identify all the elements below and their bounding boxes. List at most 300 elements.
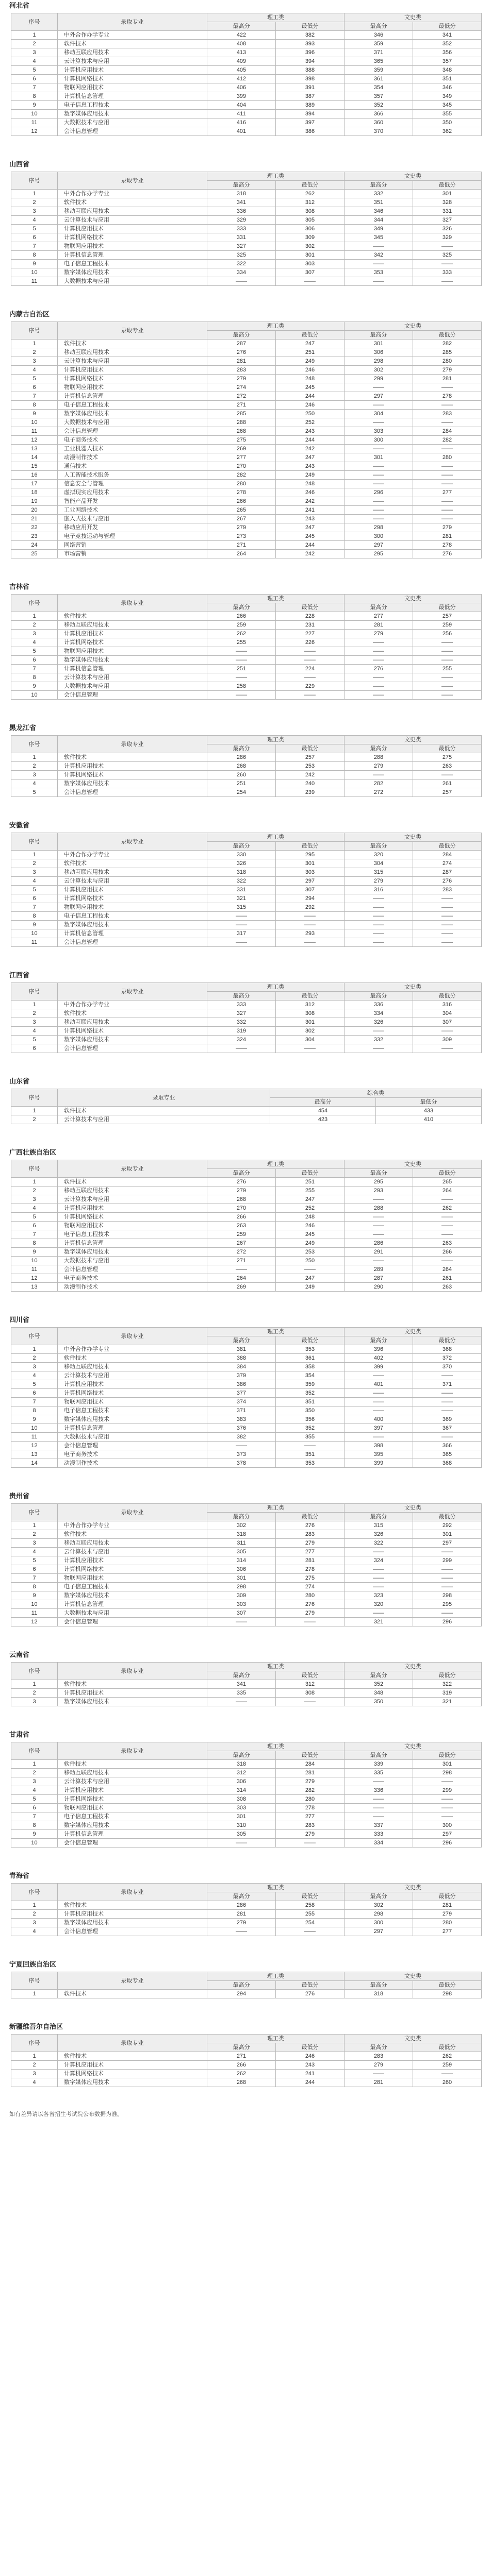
major-name: 电子信息工程技术 <box>58 1230 207 1239</box>
score-cell: 231 <box>276 621 345 630</box>
score-cell: 253 <box>276 1248 345 1257</box>
score-cell: 252 <box>276 418 345 427</box>
score-cell: 265 <box>413 1178 482 1187</box>
score-cell: 248 <box>276 480 345 488</box>
score-table <box>11 982 482 1053</box>
province-section <box>0 1147 492 1292</box>
score-cell: —— <box>413 1565 482 1574</box>
score-cell: 285 <box>413 348 482 357</box>
major-name: 云计算技术与应用 <box>58 877 207 886</box>
score-cell: 245 <box>276 1230 345 1239</box>
row-number: 3 <box>11 1777 58 1786</box>
row-number: 10 <box>11 1839 58 1848</box>
header-row <box>11 172 482 181</box>
header-row <box>11 1972 482 1981</box>
major-name: 移动互联应用技术 <box>58 1769 207 1777</box>
table-row <box>11 1257 482 1265</box>
score-cell: 283 <box>345 2052 413 2061</box>
score-cell: 255 <box>413 665 482 673</box>
major-name: 计算机应用技术 <box>58 630 207 638</box>
score-cell: —— <box>413 1574 482 1583</box>
row-number: 2 <box>11 1530 58 1539</box>
major-name: 中外合作办学专业 <box>58 1345 207 1354</box>
header-major: 录取专业 <box>58 1884 207 1901</box>
score-cell: —— <box>207 656 276 665</box>
header-major: 录取专业 <box>58 1972 207 1990</box>
row-number: 12 <box>11 1274 58 1283</box>
score-table <box>11 1160 482 1292</box>
table-row <box>11 357 482 366</box>
row-number: 9 <box>11 1415 58 1424</box>
score-cell: 311 <box>207 1539 276 1548</box>
row-number: 10 <box>11 1257 58 1265</box>
table-row <box>11 877 482 886</box>
score-cell: 411 <box>207 110 276 118</box>
score-cell: 288 <box>345 1204 413 1213</box>
row-number: 3 <box>11 48 58 57</box>
row-number: 1 <box>11 1760 58 1769</box>
row-number: 3 <box>11 1363 58 1371</box>
score-cell: 277 <box>276 1548 345 1556</box>
major-name: 大数据技术与应用 <box>58 1257 207 1265</box>
row-number: 2 <box>11 1689 58 1698</box>
score-cell: 334 <box>345 1009 413 1018</box>
major-name: 数字媒体应用技术 <box>58 1415 207 1424</box>
major-name: 人工智能技术服务 <box>58 471 207 480</box>
score-cell: 287 <box>413 868 482 877</box>
major-name: 计算机信息管理 <box>58 929 207 938</box>
score-cell: 350 <box>345 1698 413 1706</box>
score-cell: 249 <box>276 1283 345 1292</box>
score-cell: 318 <box>207 868 276 877</box>
table-row <box>11 1230 482 1239</box>
table-row <box>11 268 482 277</box>
score-cell: 371 <box>207 1406 276 1415</box>
major-name: 中外合作办学专业 <box>58 31 207 40</box>
score-cell: —— <box>413 242 482 251</box>
table-row <box>11 1213 482 1222</box>
table-row <box>11 665 482 673</box>
header-max: 最高分 <box>207 1513 276 1521</box>
major-name: 中外合作办学专业 <box>58 1521 207 1530</box>
header-max: 最高分 <box>345 744 413 753</box>
score-cell: 281 <box>276 1769 345 1777</box>
score-cell: 273 <box>207 532 276 541</box>
score-cell: 300 <box>345 1919 413 1927</box>
header-no: 序号 <box>11 1089 58 1107</box>
score-cell: —— <box>207 647 276 656</box>
province-title: 山西省 <box>9 160 30 168</box>
province-section <box>0 1649 492 1706</box>
score-cell: 267 <box>207 1239 276 1248</box>
major-name: 云计算技术与应用 <box>58 1371 207 1380</box>
row-number: 11 <box>11 118 58 127</box>
header-no: 序号 <box>11 595 58 612</box>
score-cell: 278 <box>413 541 482 550</box>
score-cell: 257 <box>413 788 482 797</box>
score-cell: 284 <box>413 427 482 436</box>
score-cell: 259 <box>413 2061 482 2070</box>
table-row <box>11 541 482 550</box>
row-number: 13 <box>11 445 58 453</box>
score-cell: 266 <box>413 1248 482 1257</box>
row-number: 3 <box>11 1539 58 1548</box>
score-cell: —— <box>276 938 345 947</box>
score-cell: 333 <box>207 1001 276 1009</box>
major-name: 计算机信息管理 <box>58 1239 207 1248</box>
header-no: 序号 <box>11 1160 58 1178</box>
score-cell: 229 <box>276 682 345 691</box>
row-number: 12 <box>11 127 58 136</box>
score-cell: 281 <box>413 375 482 383</box>
major-name: 计算机应用技术 <box>58 1204 207 1213</box>
score-cell: —— <box>345 1812 413 1821</box>
score-cell: 413 <box>207 48 276 57</box>
table-row <box>11 366 482 375</box>
score-cell: 304 <box>276 1036 345 1044</box>
table-row <box>11 127 482 136</box>
score-cell: 341 <box>413 31 482 40</box>
table-row <box>11 532 482 541</box>
score-cell: —— <box>413 401 482 410</box>
province-title: 内蒙古自治区 <box>9 310 50 318</box>
score-cell: 227 <box>276 630 345 638</box>
score-cell: 297 <box>345 1927 413 1936</box>
table-row <box>11 762 482 771</box>
header-major: 录取专业 <box>58 322 207 340</box>
score-cell: 279 <box>413 1910 482 1919</box>
table-row <box>11 1591 482 1600</box>
score-cell: 275 <box>413 753 482 762</box>
table-row <box>11 1795 482 1804</box>
score-cell: 298 <box>413 1990 482 1998</box>
score-cell: 399 <box>345 1459 413 1468</box>
score-cell: 244 <box>276 541 345 550</box>
table-row <box>11 868 482 877</box>
table-row <box>11 375 482 383</box>
score-cell: 327 <box>207 1009 276 1018</box>
major-name: 软件技术 <box>58 1760 207 1769</box>
major-name: 软件技术 <box>58 198 207 207</box>
row-number: 8 <box>11 92 58 101</box>
score-cell: 249 <box>276 357 345 366</box>
table-row <box>11 523 482 532</box>
score-cell: 279 <box>345 762 413 771</box>
province-section <box>0 970 492 1053</box>
major-name: 计算机网络技术 <box>58 638 207 647</box>
row-number: 24 <box>11 541 58 550</box>
major-name: 数字媒体应用技术 <box>58 779 207 788</box>
score-cell: 249 <box>276 1239 345 1248</box>
major-name: 计算机网络技术 <box>58 375 207 383</box>
major-name: 数字媒体应用技术 <box>58 1248 207 1257</box>
header-major: 录取专业 <box>58 1160 207 1178</box>
score-cell: 349 <box>345 225 413 233</box>
score-cell: 301 <box>413 1760 482 1769</box>
score-cell: 282 <box>276 1786 345 1795</box>
score-cell: —— <box>413 1027 482 1036</box>
major-name: 计算机信息管理 <box>58 1830 207 1839</box>
score-cell: 283 <box>276 1530 345 1539</box>
major-name: 电子信息工程技术 <box>58 260 207 268</box>
score-cell: 269 <box>207 1283 276 1292</box>
score-cell: 326 <box>345 1018 413 1027</box>
score-cell: —— <box>345 1230 413 1239</box>
score-table <box>11 13 482 136</box>
score-cell: 245 <box>276 532 345 541</box>
score-cell: —— <box>413 506 482 515</box>
major-name: 会计信息管理 <box>58 1044 207 1053</box>
major-name: 移动互联应用技术 <box>58 1187 207 1195</box>
header-max: 最高分 <box>345 331 413 340</box>
header-no: 序号 <box>11 1884 58 1901</box>
score-cell: 287 <box>345 1274 413 1283</box>
row-number: 3 <box>11 868 58 877</box>
score-cell: 397 <box>345 1424 413 1433</box>
score-cell: —— <box>413 929 482 938</box>
score-cell: 386 <box>276 127 345 136</box>
row-number: 1 <box>11 1345 58 1354</box>
table-row <box>11 921 482 929</box>
score-cell: 306 <box>207 1565 276 1574</box>
score-cell: 352 <box>413 40 482 48</box>
row-number: 5 <box>11 647 58 656</box>
score-cell: 406 <box>207 83 276 92</box>
score-cell: 247 <box>276 523 345 532</box>
header-min: 最低分 <box>413 1336 482 1345</box>
score-cell: 286 <box>207 1901 276 1910</box>
header-major: 录取专业 <box>58 833 207 851</box>
score-cell: 288 <box>345 753 413 762</box>
header-arts: 文史类 <box>345 1663 482 1671</box>
score-cell: 263 <box>413 762 482 771</box>
province-title: 宁夏回族自治区 <box>9 1960 57 1968</box>
row-number: 14 <box>11 453 58 462</box>
score-cell: 336 <box>207 207 276 216</box>
score-cell: 301 <box>207 1812 276 1821</box>
table-row <box>11 1574 482 1583</box>
table-row <box>11 894 482 903</box>
score-cell: 352 <box>276 1424 345 1433</box>
table-row <box>11 1001 482 1009</box>
table-row <box>11 1990 482 1998</box>
score-cell: 279 <box>207 375 276 383</box>
score-cell: 351 <box>413 75 482 83</box>
header-no: 序号 <box>11 1663 58 1680</box>
province-section <box>0 1870 492 1936</box>
score-cell: 359 <box>345 66 413 75</box>
header-science: 理工类 <box>207 1504 345 1513</box>
score-cell: 333 <box>345 1830 413 1839</box>
row-number: 25 <box>11 550 58 558</box>
table-row <box>11 691 482 700</box>
score-cell: —— <box>276 1044 345 1053</box>
table-row <box>11 1354 482 1363</box>
table-row <box>11 1530 482 1539</box>
header-science: 理工类 <box>207 13 345 22</box>
table-row <box>11 453 482 462</box>
row-number: 6 <box>11 1044 58 1053</box>
table-row <box>11 480 482 488</box>
row-number: 2 <box>11 1769 58 1777</box>
header-science: 理工类 <box>207 595 345 603</box>
header-row <box>11 983 482 992</box>
score-cell: 266 <box>207 612 276 621</box>
row-number: 2 <box>11 1354 58 1363</box>
header-min: 最低分 <box>413 1981 482 1990</box>
row-number: 7 <box>11 665 58 673</box>
major-name: 数字媒体应用技术 <box>58 268 207 277</box>
score-cell: 262 <box>413 1204 482 1213</box>
table-row <box>11 1521 482 1530</box>
table-row <box>11 938 482 947</box>
score-cell: 247 <box>276 1274 345 1283</box>
table-row <box>11 1583 482 1591</box>
header-science: 理工类 <box>207 736 345 744</box>
header-arts: 文史类 <box>345 2035 482 2043</box>
score-cell: 297 <box>413 1830 482 1839</box>
score-cell: 318 <box>207 1530 276 1539</box>
header-max: 最高分 <box>207 1751 276 1760</box>
score-cell: —— <box>345 480 413 488</box>
score-cell: —— <box>276 656 345 665</box>
table-row <box>11 753 482 762</box>
score-cell: 321 <box>413 1698 482 1706</box>
score-cell: 278 <box>276 1565 345 1574</box>
row-number: 10 <box>11 691 58 700</box>
table-row <box>11 1027 482 1036</box>
row-number: 9 <box>11 101 58 110</box>
row-number: 7 <box>11 392 58 401</box>
major-name: 动漫制作技术 <box>58 1283 207 1292</box>
score-cell: —— <box>413 894 482 903</box>
row-number: 4 <box>11 877 58 886</box>
major-name: 数字媒体应用技术 <box>58 921 207 929</box>
table-row <box>11 190 482 198</box>
major-name: 计算机应用技术 <box>58 1786 207 1795</box>
header-min: 最低分 <box>413 2043 482 2052</box>
header-max: 最高分 <box>345 2043 413 2052</box>
score-cell: —— <box>276 921 345 929</box>
score-cell: —— <box>345 401 413 410</box>
score-cell: 298 <box>413 1591 482 1600</box>
score-cell: —— <box>207 1265 276 1274</box>
score-cell: 243 <box>276 462 345 471</box>
major-name: 电子信息工程技术 <box>58 1583 207 1591</box>
row-number: 15 <box>11 462 58 471</box>
table-row <box>11 647 482 656</box>
header-no: 序号 <box>11 322 58 340</box>
table-row <box>11 1600 482 1609</box>
score-cell: —— <box>276 673 345 682</box>
score-cell: —— <box>276 691 345 700</box>
score-cell: 365 <box>413 1450 482 1459</box>
major-name: 工业机器人技术 <box>58 445 207 453</box>
major-name: 计算机网络技术 <box>58 1565 207 1574</box>
major-name: 计算机网络技术 <box>58 1027 207 1036</box>
score-cell: 257 <box>413 612 482 621</box>
major-name: 大数据技术与应用 <box>58 277 207 286</box>
score-cell: 280 <box>413 357 482 366</box>
row-number: 4 <box>11 2078 58 2087</box>
score-cell: 282 <box>345 779 413 788</box>
major-name: 动漫制作技术 <box>58 453 207 462</box>
score-cell: 356 <box>276 1415 345 1424</box>
score-cell: 301 <box>276 1018 345 1027</box>
major-name: 物联网应用技术 <box>58 1222 207 1230</box>
score-cell: —— <box>207 1618 276 1626</box>
major-name: 计算机应用技术 <box>58 225 207 233</box>
major-name: 电子信息工程技术 <box>58 1406 207 1415</box>
score-cell: 301 <box>345 340 413 348</box>
major-name: 移动互联应用技术 <box>58 207 207 216</box>
score-cell: 263 <box>413 1283 482 1292</box>
table-row <box>11 118 482 127</box>
table-row <box>11 612 482 621</box>
score-cell: 278 <box>276 1804 345 1812</box>
row-number: 13 <box>11 1450 58 1459</box>
major-name: 计算机信息管理 <box>58 665 207 673</box>
score-table <box>11 1742 482 1848</box>
row-number: 5 <box>11 1380 58 1389</box>
header-row <box>11 1504 482 1513</box>
score-cell: 303 <box>207 1804 276 1812</box>
header-max: 最高分 <box>345 22 413 31</box>
score-cell: 309 <box>276 233 345 242</box>
score-cell: 320 <box>345 1600 413 1609</box>
score-cell: 261 <box>413 779 482 788</box>
score-cell: —— <box>413 1812 482 1821</box>
header-arts: 文史类 <box>345 833 482 842</box>
score-cell: 401 <box>207 127 276 136</box>
score-cell: 278 <box>413 392 482 401</box>
row-number: 1 <box>11 1107 58 1115</box>
score-cell: 324 <box>207 1036 276 1044</box>
table-row <box>11 1187 482 1195</box>
table-row <box>11 445 482 453</box>
score-cell: 314 <box>207 1556 276 1565</box>
major-name: 计算机应用技术 <box>58 1689 207 1698</box>
score-cell: 316 <box>345 886 413 894</box>
score-cell: 255 <box>276 1910 345 1919</box>
major-name: 电子信息工程技术 <box>58 1812 207 1821</box>
score-cell: 281 <box>276 1556 345 1565</box>
table-row <box>11 1044 482 1053</box>
table-row <box>11 1371 482 1380</box>
score-cell: —— <box>413 691 482 700</box>
score-cell: —— <box>345 1609 413 1618</box>
major-name: 通信技术 <box>58 462 207 471</box>
major-name: 计算机信息管理 <box>58 1600 207 1609</box>
row-number: 8 <box>11 1406 58 1415</box>
score-cell: 354 <box>345 83 413 92</box>
score-cell: 298 <box>345 357 413 366</box>
score-cell: 303 <box>276 260 345 268</box>
score-cell: 408 <box>207 40 276 48</box>
major-name: 智能产品开发 <box>58 497 207 506</box>
score-cell: 401 <box>345 1380 413 1389</box>
row-number: 12 <box>11 436 58 445</box>
score-cell: 280 <box>276 1795 345 1804</box>
header-max: 最高分 <box>207 2043 276 2052</box>
score-cell: —— <box>413 938 482 947</box>
score-cell: 242 <box>276 497 345 506</box>
major-name: 计算机应用技术 <box>58 66 207 75</box>
row-number: 1 <box>11 2052 58 2061</box>
header-row <box>11 833 482 842</box>
score-cell: 248 <box>276 1213 345 1222</box>
table-row <box>11 550 482 558</box>
